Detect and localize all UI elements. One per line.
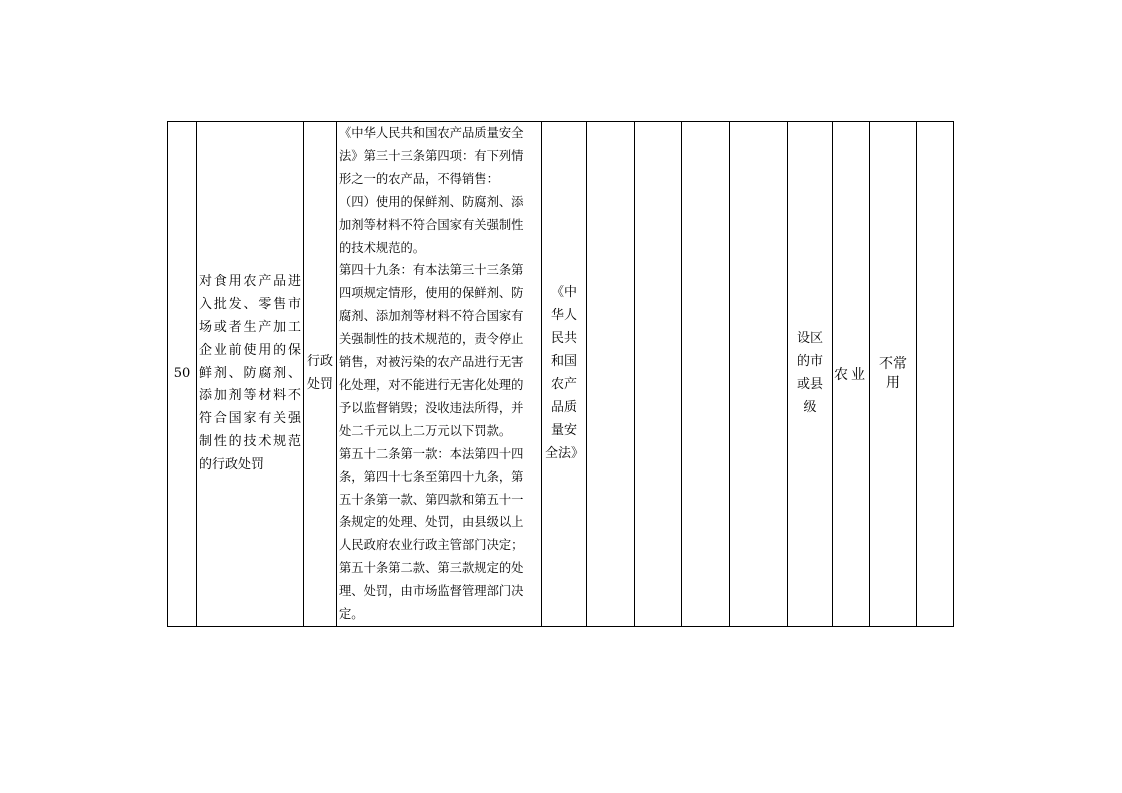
legal-basis-line: 条规定的处理、处罚，由县级以上 [339, 515, 524, 530]
usage-frequency-cell: 不常用 [870, 122, 917, 627]
legal-basis-line: 四项规定情形，使用的保鲜剂、防 [339, 286, 524, 301]
item-name-cell: 对食用农产品进入批发、零售市场或者生产加工企业前使用的保鲜剂、防腐剂、添加剂等材料不符合国家有关强制性的技术规范的行政处罚 [197, 122, 304, 627]
legal-basis-line: 五十条第一款、第四款和第五十一 [339, 492, 524, 507]
legal-basis-line: 的技术规范的。 [339, 240, 426, 255]
empty-cell [917, 122, 954, 627]
legal-basis-line: 条，第四十七条至第四十九条，第 [339, 469, 524, 484]
penalty-type-cell [304, 122, 337, 627]
legal-basis-line: 加剂等材料不符合国家有关强制性 [339, 217, 524, 232]
legal-basis-line: 关强制性的技术规范的，责令停止 [339, 332, 524, 347]
legal-basis-line: 腐剂、添加剂等材料不符合国家有 [339, 309, 524, 324]
empty-cell [682, 122, 730, 627]
legal-basis-line: 《中华人民共和国农产品质量安全 [339, 126, 524, 140]
legal-basis-line: 处二千元以上二万元以下罚款。 [339, 423, 512, 438]
legal-basis-line: 定。 [339, 607, 364, 622]
legal-basis-cell [337, 122, 542, 627]
legal-basis-line: 理、处罚，由市场监督管理部门决 [339, 584, 524, 599]
regulation-table [167, 121, 1005, 627]
empty-cell [730, 122, 788, 627]
empty-cell [635, 122, 682, 627]
penalty-type-text: 行政处罚 [307, 354, 334, 392]
legal-basis-line: 第四十九条：有本法第三十三条第 [339, 263, 524, 278]
implementation-level-cell: 设区的市或县级 [788, 122, 833, 627]
legal-basis-line: 形之一的农产品，不得销售： [339, 171, 499, 186]
table-row [168, 122, 1005, 627]
department-cell: 农业 [833, 122, 870, 627]
legal-basis-line: 予以监督销毁；没收违法所得，并 [339, 400, 524, 415]
legal-basis-line: 第五十条第二款、第三款规定的处 [339, 561, 524, 576]
legal-basis-line: 法》第三十三条第四项：有下列情 [339, 148, 524, 163]
legal-basis-text [339, 122, 539, 626]
legal-basis-line: 第五十二条第一款：本法第四十四 [339, 446, 524, 461]
empty-cell [587, 122, 635, 627]
legal-basis-line: （四）使用的保鲜剂、防腐剂、添 [339, 194, 524, 209]
row-number: 50 [168, 122, 197, 627]
legal-basis-line: 人民政府农业行政主管部门决定； [339, 538, 524, 553]
legal-basis-line: 销售，对被污染的农产品进行无害 [339, 355, 524, 370]
law-name-cell: 《中华人民共和国农产品质量安全法》 [542, 122, 587, 627]
legal-basis-line: 化处理，对不能进行无害化处理的 [339, 377, 524, 392]
